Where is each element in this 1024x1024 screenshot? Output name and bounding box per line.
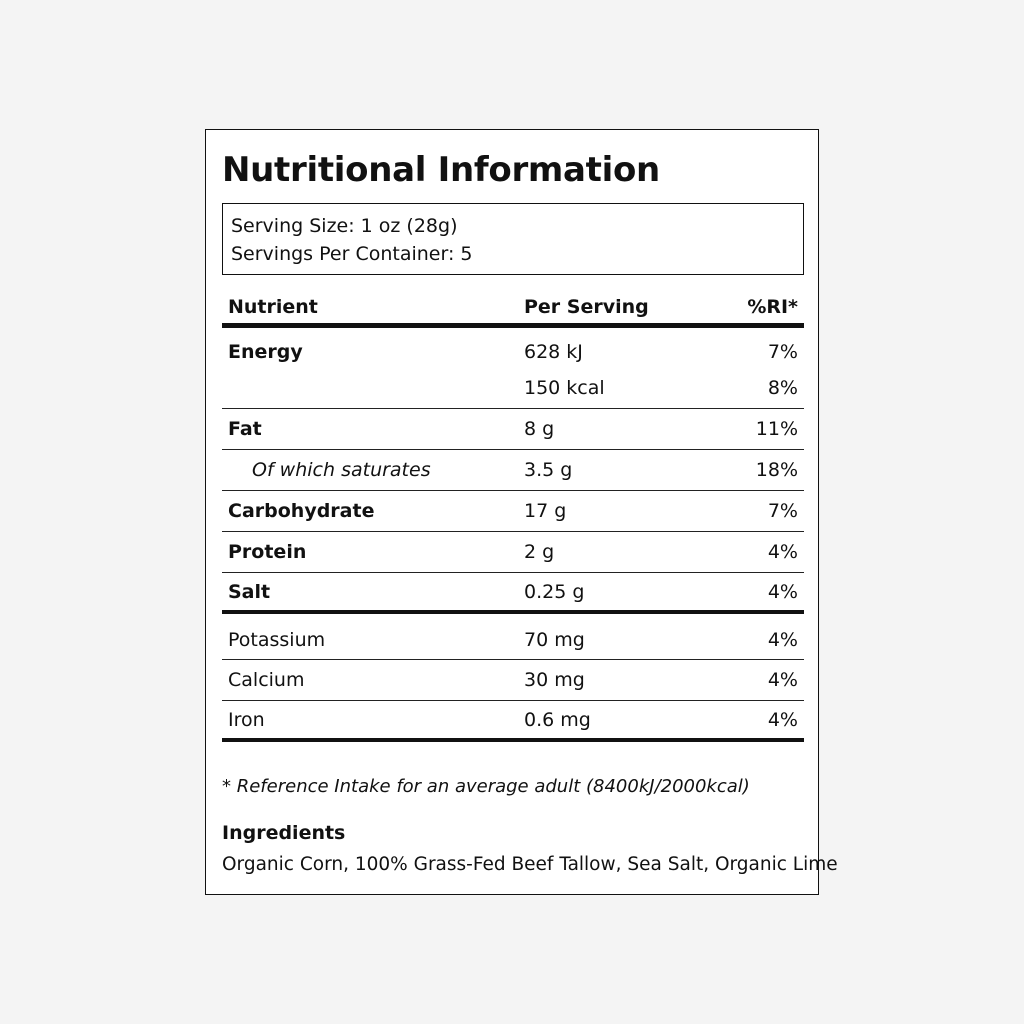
nutrition-label [205, 129, 838, 895]
table-row-salt [222, 573, 804, 614]
table-row-iron [222, 701, 804, 742]
nutrient-ri: 4% [767, 541, 798, 563]
servings-per-container: Servings Per Container: 5 [231, 243, 473, 265]
nutrient-value: 30 mg [524, 669, 585, 691]
header-per-serving: Per Serving [524, 295, 649, 318]
table-row-energy-kj [222, 328, 804, 368]
header-nutrient: Nutrient [228, 295, 318, 318]
nutrient-name: Energy [228, 341, 303, 363]
nutrient-ri: 7% [767, 500, 798, 522]
nutrient-value: 628 kJ [524, 341, 583, 363]
nutrient-name: Protein [228, 541, 307, 563]
nutrient-ri: 4% [767, 580, 798, 603]
nutrient-ri: 7% [767, 341, 798, 363]
nutrient-name: Fat [228, 418, 262, 440]
nutrient-value: 8 g [524, 418, 555, 440]
nutrient-ri: 11% [755, 418, 798, 440]
nutrient-name: Iron [228, 708, 265, 731]
nutrition-table [222, 290, 804, 742]
ri-footnote: * Reference Intake for an average adult (8400kJ/2000kcal) [222, 776, 750, 797]
nutrient-ri: 4% [767, 669, 798, 691]
nutrient-ri: 4% [767, 708, 798, 731]
table-row-protein [222, 532, 804, 573]
nutrient-value: 17 g [524, 500, 567, 522]
table-row-calcium [222, 660, 804, 701]
nutrient-ri: 8% [767, 377, 798, 399]
nutrient-value: 150 kcal [524, 377, 605, 399]
ingredients-list: Organic Corn, 100% Grass-Fed Beef Tallow, Sea Salt, Organic Lime [222, 854, 838, 875]
nutrient-value: 0.25 g [524, 580, 585, 603]
label-title: Nutritional Information [222, 150, 660, 190]
table-header [222, 290, 804, 328]
ingredients-heading: Ingredients [222, 822, 346, 844]
nutrient-value: 0.6 mg [524, 708, 591, 731]
nutrient-name: Salt [228, 580, 271, 603]
nutrient-value: 3.5 g [524, 459, 573, 481]
nutrient-value: 70 mg [524, 628, 585, 651]
header-ri: %RI* [747, 295, 798, 318]
nutrient-value: 2 g [524, 541, 555, 563]
table-row-saturates [222, 450, 804, 491]
nutrient-name: Calcium [228, 669, 305, 691]
nutrient-name: Of which saturates [252, 459, 431, 481]
serving-size: Serving Size: 1 oz (28g) [231, 215, 458, 237]
table-row-carbohydrate [222, 491, 804, 532]
nutrient-ri: 18% [755, 459, 798, 481]
table-row-energy-kcal [222, 368, 804, 409]
serving-info-box [222, 203, 804, 275]
nutrient-name: Carbohydrate [228, 500, 375, 522]
nutrient-name: Potassium [228, 628, 326, 651]
table-row-fat [222, 409, 804, 450]
table-row-potassium [222, 614, 804, 660]
nutrient-ri: 4% [767, 628, 798, 651]
